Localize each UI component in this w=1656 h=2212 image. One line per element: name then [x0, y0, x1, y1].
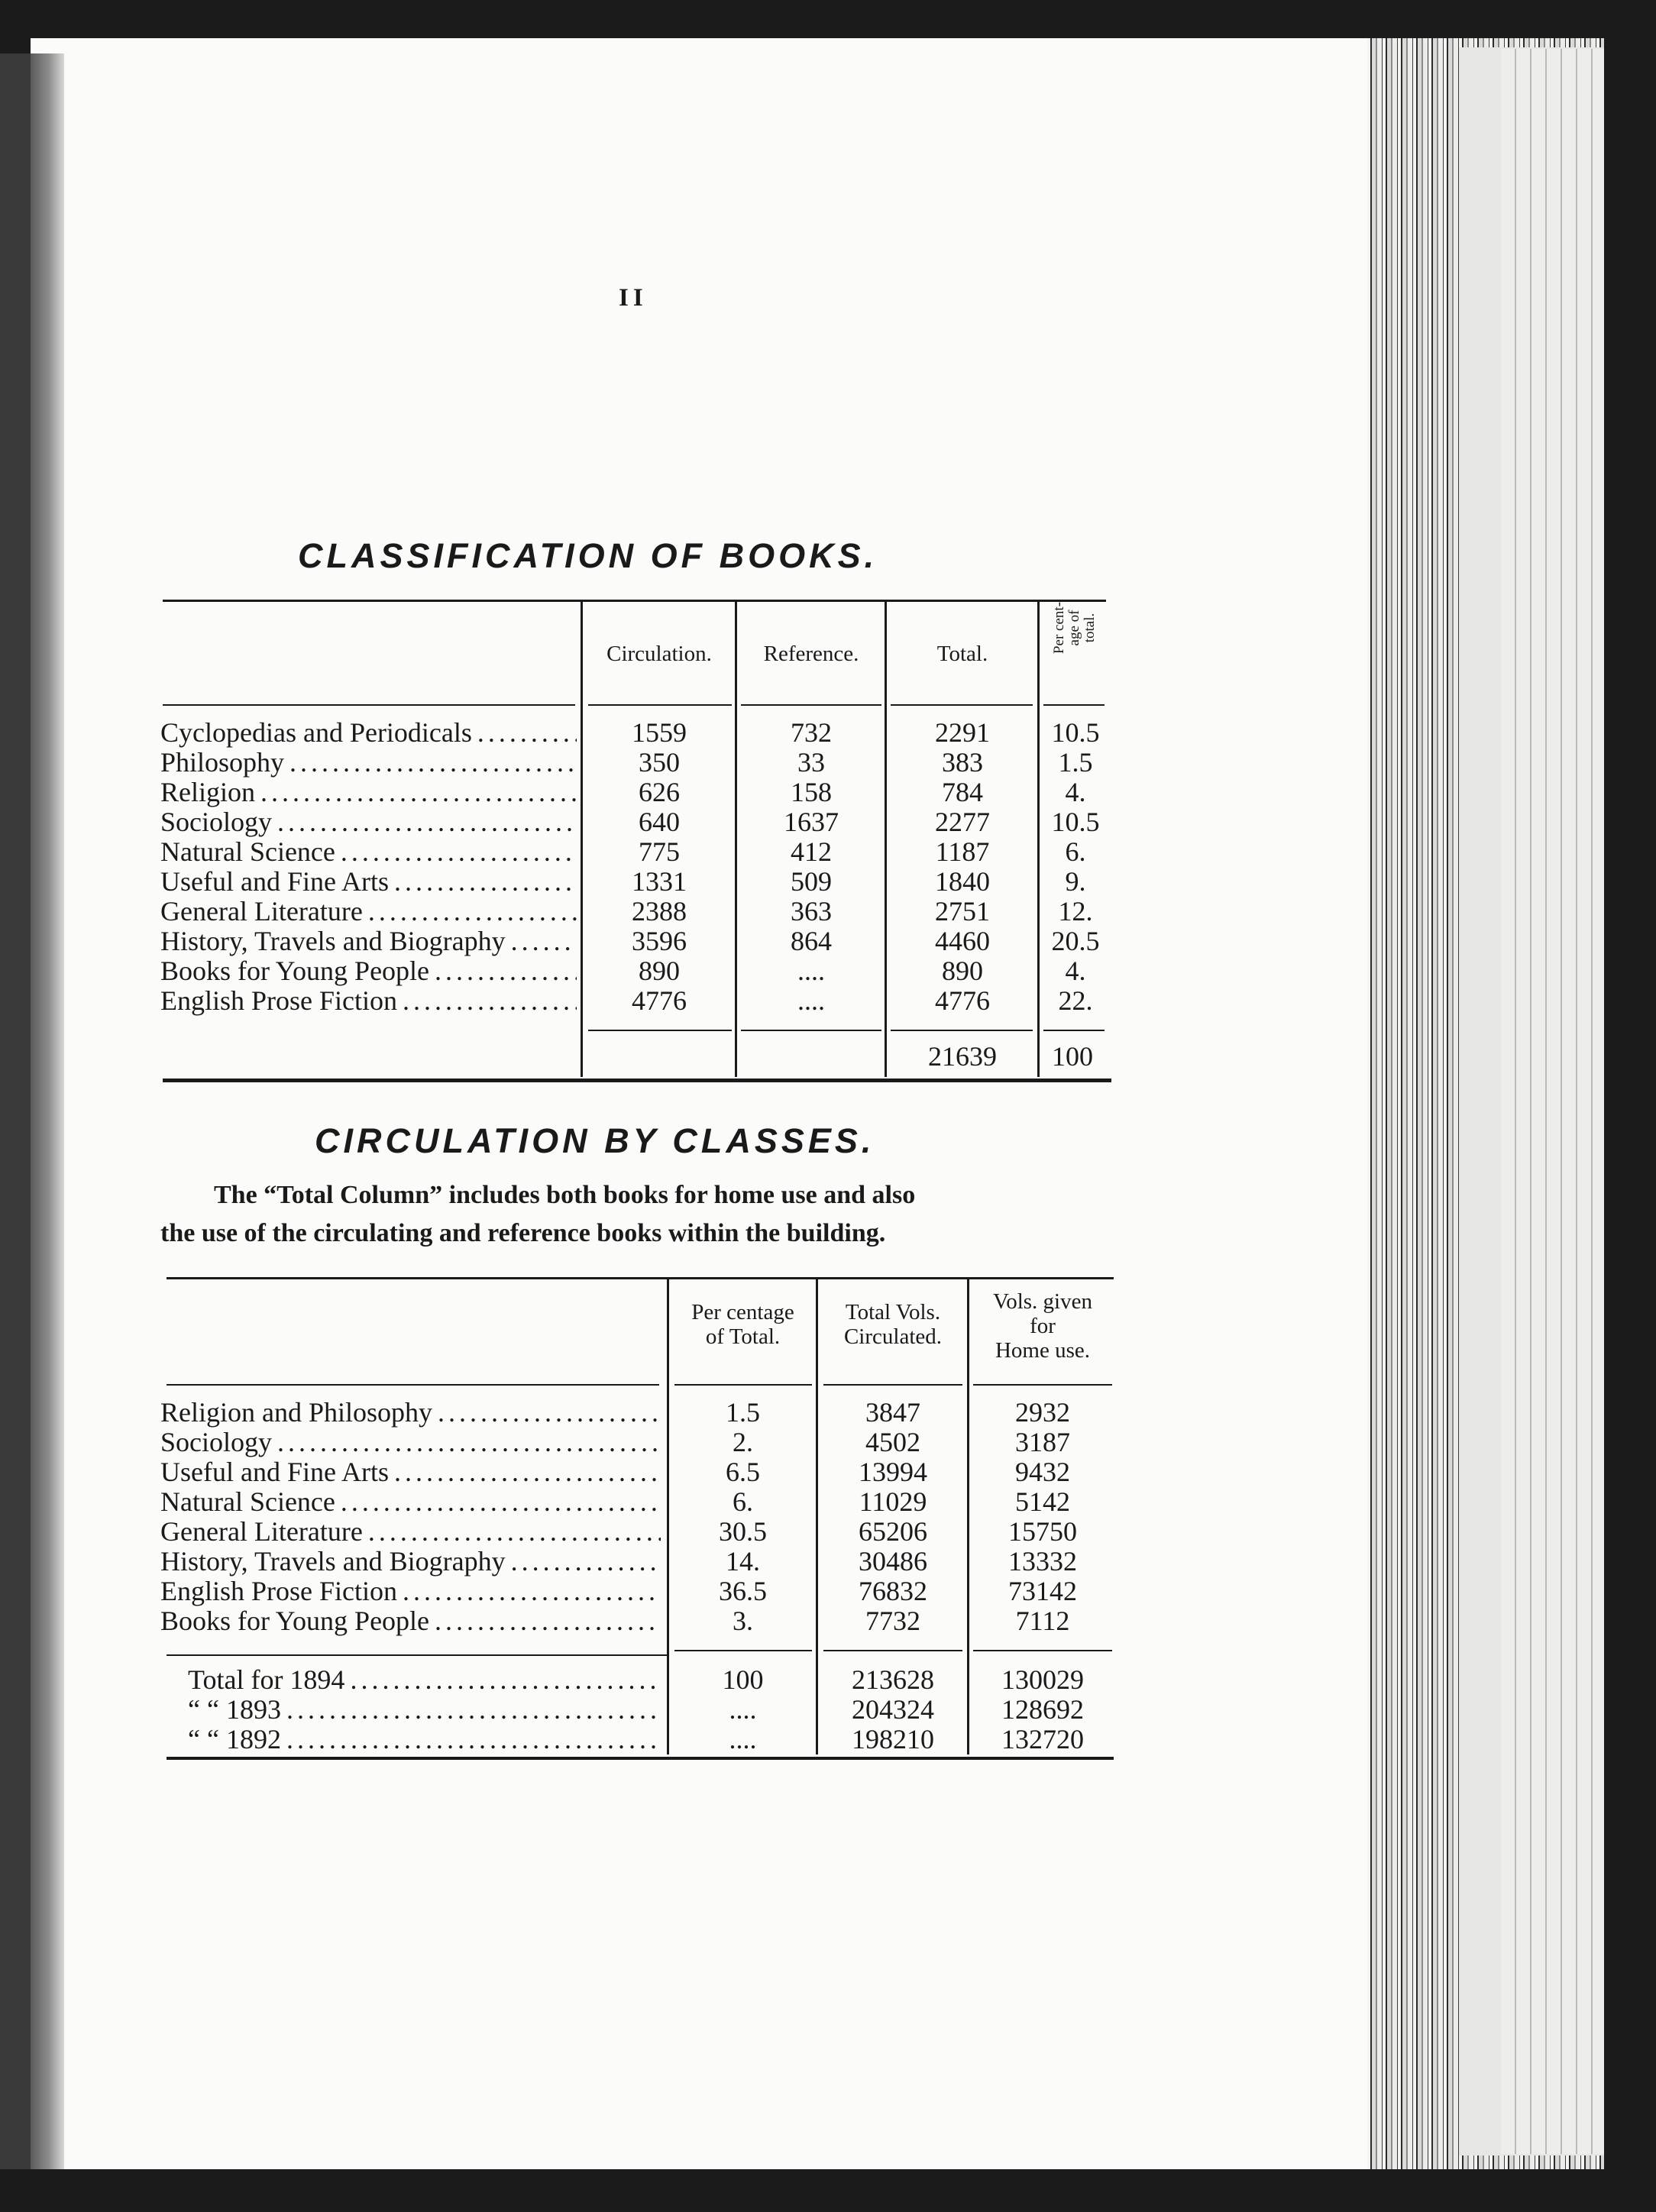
cell-circulation: 3596 — [632, 926, 687, 956]
cell-percent: 20.5 — [1051, 926, 1100, 956]
cell-reference: 864 — [791, 926, 832, 956]
cell-home-use: 73142 — [1008, 1576, 1077, 1606]
table-row — [160, 1577, 1115, 1606]
cell-percentage: 3. — [733, 1606, 753, 1636]
classification-title: CLASSIFICATION OF BOOKS. — [298, 536, 878, 575]
cell-home-use: 5142 — [1015, 1486, 1070, 1517]
cell-reference: 412 — [791, 836, 832, 867]
page-stack-edges-lines — [1501, 49, 1604, 2154]
classification-grand-total: 21639 — [928, 1041, 997, 1072]
table1-header-rule — [1043, 704, 1105, 706]
table-row — [160, 807, 1115, 837]
row-label: “ “ 1892 . . . — [160, 1725, 661, 1754]
cell-total-vols: 4502 — [865, 1427, 920, 1457]
cell-total: 1840 — [935, 866, 990, 897]
cell-percentage: 2. — [733, 1427, 753, 1457]
table-row — [160, 718, 1115, 748]
cell-home-use: 130029 — [1001, 1664, 1084, 1695]
cell-percent: 10.5 — [1051, 807, 1100, 837]
table-row — [160, 986, 1115, 1016]
cell-reference: .... — [797, 956, 825, 986]
left-binding-shadow — [0, 53, 31, 2169]
cell-circulation: 626 — [639, 777, 680, 807]
row-label: Philosophy . . . — [160, 748, 577, 778]
table-row — [160, 1547, 1115, 1577]
cell-circulation: 2388 — [632, 896, 687, 927]
cell-percentage: 30.5 — [719, 1516, 767, 1547]
cell-percent: 22. — [1058, 985, 1093, 1016]
cell-total: 2751 — [935, 896, 990, 927]
table-row — [160, 1517, 1115, 1547]
row-label: Religion . . . — [160, 778, 577, 807]
cell-reference: 1637 — [784, 807, 839, 837]
row-label: Cyclopedias and Periodicals . . . — [160, 718, 577, 748]
cell-total-vols: 11029 — [859, 1486, 927, 1517]
cell-total-vols: 13994 — [859, 1457, 927, 1487]
table2-sum-rule — [167, 1654, 667, 1656]
cell-home-use: 7112 — [1015, 1606, 1070, 1636]
table-row — [160, 1695, 1115, 1725]
cell-percent: 12. — [1058, 896, 1093, 927]
cell-total-vols: 3847 — [865, 1397, 920, 1428]
table1-top-rule — [163, 600, 1106, 602]
row-label: Total for 1894 . . . — [160, 1665, 661, 1695]
row-label: History, Travels and Biography . . . — [160, 1547, 661, 1577]
cell-total-vols: 213628 — [852, 1664, 934, 1695]
row-label: General Literature . . . — [160, 1517, 661, 1547]
left-page-gutter — [31, 53, 64, 2169]
table-row — [160, 1725, 1115, 1754]
cell-percent: 4. — [1065, 956, 1086, 986]
table-row — [160, 748, 1115, 778]
cell-total: 2277 — [935, 807, 990, 837]
cell-home-use: 128692 — [1001, 1694, 1084, 1725]
table-row — [160, 927, 1115, 956]
table-row — [160, 897, 1115, 927]
row-label: Sociology . . . — [160, 1428, 661, 1457]
table-row — [160, 1398, 1115, 1428]
cell-percentage: 1.5 — [726, 1397, 760, 1428]
table1-header-rule — [163, 704, 575, 706]
col-total-header: Total. — [936, 642, 988, 666]
cell-circulation: 640 — [639, 807, 680, 837]
classification-rows — [160, 718, 1115, 1024]
cell-percentage: .... — [729, 1724, 757, 1754]
cell-percentage: 36.5 — [719, 1576, 767, 1606]
cell-percent: 9. — [1065, 866, 1086, 897]
cell-percentage: 6. — [733, 1486, 753, 1517]
cell-circulation: 775 — [639, 836, 680, 867]
cell-total: 2291 — [935, 717, 990, 748]
cell-circulation: 1559 — [632, 717, 687, 748]
cell-percent: 10.5 — [1051, 717, 1100, 748]
cell-total: 784 — [942, 777, 983, 807]
cell-total: 890 — [942, 956, 983, 986]
cell-reference: 732 — [791, 717, 832, 748]
cell-percentage: 100 — [722, 1664, 764, 1695]
table2-sum-rule — [823, 1650, 962, 1651]
cell-percent: 1.5 — [1058, 747, 1093, 778]
table-row — [160, 956, 1115, 986]
cell-home-use: 9432 — [1015, 1457, 1070, 1487]
cell-total-vols: 204324 — [852, 1694, 934, 1725]
cell-home-use: 3187 — [1015, 1427, 1070, 1457]
table-row — [160, 1457, 1115, 1487]
page-number: II — [619, 284, 648, 312]
table-row — [160, 1428, 1115, 1457]
table2-sum-rule — [973, 1650, 1112, 1651]
table1-header-rule — [741, 704, 881, 706]
cell-percent: 6. — [1065, 836, 1086, 867]
col-percent-header: Per cent- age of total. — [1051, 601, 1098, 655]
table2-header-rule — [167, 1384, 659, 1386]
cell-reference: .... — [797, 985, 825, 1016]
row-label: Books for Young People . . . — [160, 956, 577, 986]
row-label: Books for Young People . . . — [160, 1606, 661, 1636]
page-sheet — [31, 38, 1375, 2169]
table2-header-rule — [973, 1384, 1112, 1386]
cell-percentage: 14. — [726, 1546, 760, 1577]
cell-reference: 363 — [791, 896, 832, 927]
cell-reference: 509 — [791, 866, 832, 897]
table2-header-rule — [674, 1384, 812, 1386]
cell-home-use: 13332 — [1008, 1546, 1077, 1577]
row-label: Useful and Fine Arts . . . — [160, 867, 577, 897]
cell-total-vols: 7732 — [865, 1606, 920, 1636]
table-row — [160, 1665, 1115, 1695]
row-label: Religion and Philosophy . . . — [160, 1398, 661, 1428]
cell-circulation: 1331 — [632, 866, 687, 897]
table1-bottom-rule — [163, 1079, 1111, 1082]
cell-home-use: 2932 — [1015, 1397, 1070, 1428]
cell-total-vols: 30486 — [859, 1546, 927, 1577]
circulation-rows — [160, 1398, 1115, 1642]
cell-reference: 33 — [797, 747, 825, 778]
table1-sum-rule — [1043, 1030, 1105, 1031]
table2-header-rule — [823, 1384, 962, 1386]
cell-circulation: 4776 — [632, 985, 687, 1016]
cell-percentage: 6.5 — [726, 1457, 760, 1487]
cell-total-vols: 65206 — [859, 1516, 927, 1547]
cell-home-use: 132720 — [1001, 1724, 1084, 1754]
col-home-use-header: Vols. given for Home use. — [993, 1289, 1092, 1363]
table1-sum-rule — [588, 1030, 732, 1031]
col-percentage-header: Per centage of Total. — [691, 1300, 794, 1349]
table-row — [160, 1487, 1115, 1517]
col-circulation-header: Circulation. — [606, 642, 712, 666]
circulation-title: CIRCULATION BY CLASSES. — [315, 1121, 875, 1160]
row-label: History, Travels and Biography . . . — [160, 927, 577, 956]
cell-total: 1187 — [935, 836, 990, 867]
year-total-rows — [160, 1665, 1115, 1757]
cell-percent: 4. — [1065, 777, 1086, 807]
row-label: Natural Science . . . — [160, 1487, 661, 1517]
row-label: English Prose Fiction . . . — [160, 1577, 661, 1606]
cell-circulation: 890 — [639, 956, 680, 986]
cell-total-vols: 198210 — [852, 1724, 934, 1754]
table1-sum-rule — [741, 1030, 881, 1031]
table-row — [160, 778, 1115, 807]
table1-header-rule — [891, 704, 1033, 706]
row-label: Natural Science . . . — [160, 837, 577, 867]
cell-total: 383 — [942, 747, 983, 778]
row-label: Sociology . . . — [160, 807, 577, 837]
table2-sum-rule — [674, 1650, 812, 1651]
cell-percentage: .... — [729, 1694, 757, 1725]
table2-top-rule — [167, 1277, 1114, 1279]
cell-total: 4460 — [935, 926, 990, 956]
row-label: “ “ 1893 . . . — [160, 1695, 661, 1725]
cell-total-vols: 76832 — [859, 1576, 927, 1606]
cell-circulation: 350 — [639, 747, 680, 778]
classification-grand-percent: 100 — [1052, 1041, 1093, 1072]
table1-sum-rule — [891, 1030, 1033, 1031]
table-row — [160, 837, 1115, 867]
table1-header-rule — [588, 704, 732, 706]
table-row — [160, 867, 1115, 897]
col-reference-header: Reference. — [763, 642, 859, 666]
cell-reference: 158 — [791, 777, 832, 807]
cell-total: 4776 — [935, 985, 990, 1016]
intro-line-1: The “Total Column” includes both books for home use and also — [214, 1181, 916, 1209]
row-label: Useful and Fine Arts . . . — [160, 1457, 661, 1487]
table-row — [160, 1606, 1115, 1636]
table2-bottom-rule — [167, 1757, 1114, 1760]
row-label: General Literature . . . — [160, 897, 577, 927]
cell-home-use: 15750 — [1008, 1516, 1077, 1547]
row-label: English Prose Fiction . . . — [160, 986, 577, 1016]
intro-line-2: the use of the circulating and reference books within the building. — [160, 1219, 886, 1247]
col-total-vols-header: Total Vols. Circulated. — [843, 1300, 943, 1349]
